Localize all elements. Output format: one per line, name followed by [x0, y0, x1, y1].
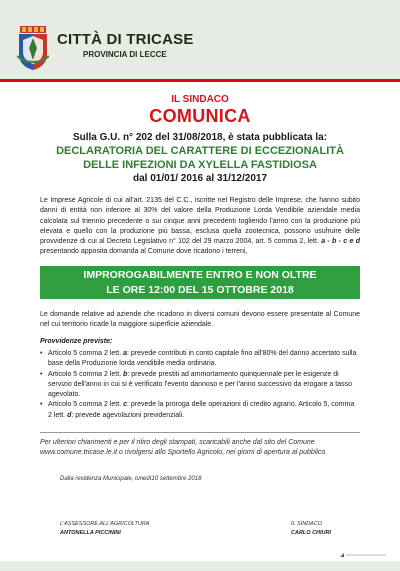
info-box	[40, 438, 360, 458]
communication-heading: COMUNICA	[149, 106, 251, 126]
item-letter: a	[123, 350, 127, 357]
provvidenze-item-a	[40, 349, 360, 370]
provvidenze-item-c	[40, 400, 360, 421]
assessor-label: L'ASSESSORE ALL'AGRICOLTURA	[60, 521, 150, 527]
item-text: : prevede contributi in conto capitale fino all'80% del danno accertato sulla base della Produzione lorda vendibile media ordinaria.	[48, 350, 357, 368]
eligibility-letters: a - b - c e d	[321, 238, 361, 246]
announcement-title-line1: DECLARATORIA DEL CARATTERE DI ECCEZIONALITÀ	[56, 145, 344, 157]
mayor-heading: IL SINDACO	[171, 94, 229, 105]
info-line2: www.comune.tricase.le.it o rivolgersi allo Sportello Agricolo, nei giorni di apertura al pubblico.	[40, 449, 328, 456]
eligibility-paragraph	[40, 196, 360, 258]
provvidenze-title: Provvidenze previste:	[40, 338, 113, 345]
item-prefix: Articolo 5 comma 2 lett.	[48, 350, 124, 357]
provvidenze-item-b	[40, 370, 360, 401]
footer-band	[0, 561, 400, 571]
info-line1: Per ulteriori chiarimenti e per il ritiro degli stampati, scaricabili anche dal sito del Comune	[40, 439, 315, 446]
assessor-name: ANTONELLA PICCININI	[60, 530, 121, 536]
item-prefix: Articolo 5 comma 2 lett.	[48, 401, 124, 409]
mayor-name: CARLO CHIURI	[291, 530, 332, 536]
eligibility-text-c: presentando apposita domanda al Comune dove ricadono i terreni,	[40, 248, 248, 256]
item-prefix: Articolo 5 comma 2 lett.	[48, 370, 124, 378]
item-letter: c	[123, 401, 127, 409]
mayor-label: IL SINDACO	[291, 521, 323, 527]
date-line: Dalla residenza Municipale, lunedì10 settembre 2018	[60, 476, 202, 482]
eligibility-text-a: Le Imprese Agricole di cui all'art. 2135 del C.C., iscritte nel Registro delle Imprese, che hanno subito danni di entità non inferiore al 30% del valore della Produzione Lorda Vendibile aziendale media calcolata sul triennio precedente o sui cinque anni precedenti togliendo l'anno con la produzione più elevata e quello con la produzione più bassa, esclusa quella zootecnica, possono usufruire delle provvidenze di cui al Decreto Legislativo n° 102 del 29 marzo 2004, art. 5 comma 2, lett.	[40, 197, 360, 246]
announcement-intro: Sulla G.U. n° 202 del 31/08/2018, è stata pubblicata la:	[72, 132, 328, 143]
header-divider	[0, 79, 400, 82]
announcement-period: dal 01/01/ 2016 al 31/12/2017	[133, 173, 267, 184]
item-text: : prevede la proroga delle operazioni di credito agrario. Articolo 5, comma 2 lett.	[48, 401, 355, 419]
info-divider	[40, 432, 360, 433]
provvidenze-list	[40, 349, 360, 421]
coat-of-arms-icon	[17, 26, 49, 70]
deadline-line1: IMPROROGABILMENTE ENTRO E NON OLTRE	[83, 269, 317, 281]
item-text: : prevede prestiti ad ammortamento quinquennale per le esigenze di servizio dell'anno in cui si è verificato l'evento dannoso e per l'anno successivo da erogare a tasso agevolato.	[48, 370, 353, 399]
province-subtitle: PROVINCIA DI LECCE	[83, 50, 167, 59]
deadline-banner	[40, 266, 360, 299]
city-title: CITTÀ DI TRICASE	[57, 31, 194, 48]
deadline-line2: LE ORE 12:00 DEL 15 OTTOBRE 2018	[106, 284, 294, 296]
item-text: : prevede agevolazioni previdenziali.	[71, 411, 185, 419]
announcement-title-line2: DELLE INFEZIONI DA XYLELLA FASTIDIOSA	[83, 159, 317, 171]
publisher-mark-icon	[340, 552, 388, 558]
item-letter: b	[123, 370, 128, 378]
multi-commune-paragraph: Le domande relative ad aziende che ricadono in diversi comuni devono essere presentate al Comune nel cui territorio ricade la maggiore superficie aziendale.	[40, 311, 360, 329]
item-letter: d	[67, 411, 72, 419]
